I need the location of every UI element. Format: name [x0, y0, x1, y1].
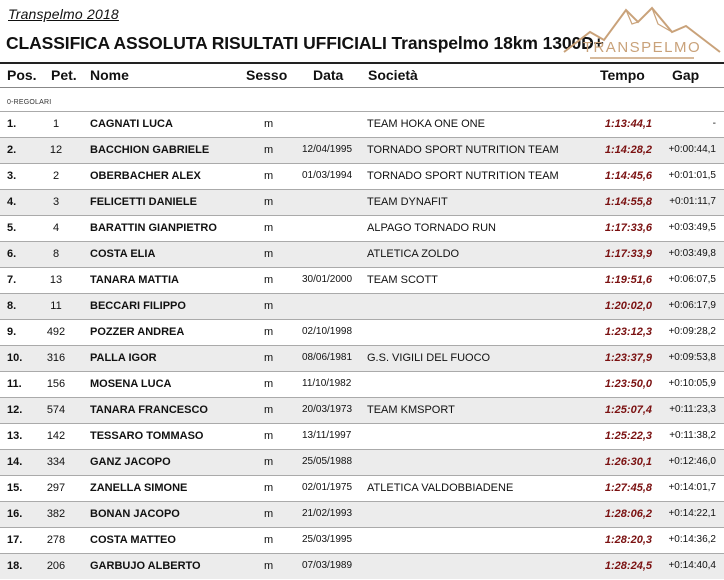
cell-time: 1:14:45,6 [604, 170, 652, 182]
cell-position: 7. [7, 274, 17, 286]
cell-position: 10. [7, 352, 23, 364]
cell-club: TORNADO SPORT NUTRITION TEAM [367, 170, 559, 182]
cell-time: 1:28:06,2 [604, 508, 652, 520]
cell-time: 1:14:28,2 [604, 144, 652, 156]
table-row [0, 163, 724, 189]
table-row [0, 189, 724, 215]
cell-gap: +0:12:46,0 [668, 456, 716, 467]
cell-birthdate: 01/03/1994 [302, 170, 353, 181]
cell-time: 1:26:30,1 [604, 456, 652, 468]
cell-birthdate: 21/02/1993 [302, 508, 353, 519]
cell-gap: +0:06:07,5 [668, 274, 716, 285]
cell-time: 1:25:07,4 [604, 404, 652, 416]
cell-name: PALLA IGOR [90, 352, 157, 364]
cell-birthdate: 25/05/1988 [302, 456, 353, 467]
cell-birthdate: 08/06/1981 [302, 352, 353, 363]
cell-bib: 156 [46, 378, 66, 390]
cell-gap: +0:10:05,9 [668, 378, 716, 389]
cell-name: POZZER ANDREA [90, 326, 185, 338]
cell-club: G.S. VIGILI DEL FUOCO [367, 352, 491, 364]
cell-bib: 206 [46, 560, 66, 572]
table-row [0, 345, 724, 371]
cell-position: 5. [7, 222, 17, 234]
category-label: 0-REGOLARI [7, 99, 52, 106]
header-pet: Pet. [51, 67, 77, 83]
cell-name: CAGNATI LUCA [90, 118, 173, 130]
cell-sex: m [264, 404, 274, 416]
header-societa: Società [368, 67, 418, 83]
cell-time: 1:13:44,1 [604, 118, 652, 130]
cell-sex: m [264, 222, 274, 234]
cell-sex: m [264, 196, 274, 208]
cell-position: 17. [7, 534, 23, 546]
header-pos: Pos. [7, 67, 37, 83]
cell-time: 1:14:55,8 [604, 196, 652, 208]
cell-name: ZANELLA SIMONE [90, 482, 188, 494]
cell-position: 12. [7, 404, 23, 416]
cell-time: 1:23:50,0 [604, 378, 652, 390]
cell-sex: m [264, 482, 274, 494]
cell-time: 1:17:33,9 [604, 248, 652, 260]
cell-sex: m [264, 248, 274, 260]
cell-name: COSTA ELIA [90, 248, 156, 260]
cell-club: TORNADO SPORT NUTRITION TEAM [367, 144, 559, 156]
cell-sex: m [264, 118, 274, 130]
cell-bib: 12 [49, 144, 63, 156]
cell-gap: - [712, 118, 716, 129]
cell-bib: 13 [49, 274, 63, 286]
cell-gap: +0:14:40,4 [668, 560, 716, 571]
cell-bib: 574 [46, 404, 66, 416]
cell-birthdate: 25/03/1995 [302, 534, 353, 545]
cell-position: 13. [7, 430, 23, 442]
cell-time: 1:25:22,3 [604, 430, 652, 442]
cell-gap: +0:01:11,7 [669, 196, 716, 207]
cell-sex: m [264, 300, 274, 312]
cell-time: 1:28:24,5 [604, 560, 652, 572]
cell-sex: m [264, 352, 274, 364]
cell-gap: +0:14:01,7 [668, 482, 716, 493]
cell-club: ATLETICA VALDOBBIADENE [367, 482, 514, 494]
cell-sex: m [264, 534, 274, 546]
cell-gap: +0:01:01,5 [668, 170, 716, 181]
cell-bib: 142 [46, 430, 66, 442]
table-row [0, 397, 724, 423]
cell-name: TESSARO TOMMASO [90, 430, 204, 442]
cell-bib: 11 [50, 300, 62, 312]
cell-time: 1:17:33,6 [604, 222, 652, 234]
cell-name: BONAN JACOPO [90, 508, 180, 520]
column-headers [0, 64, 724, 86]
cell-name: FELICETTI DANIELE [90, 196, 197, 208]
cell-club: TEAM HOKA ONE ONE [367, 118, 485, 130]
table-row [0, 241, 724, 267]
header-divider [0, 87, 724, 88]
cell-birthdate: 02/10/1998 [302, 326, 353, 337]
cell-sex: m [264, 326, 274, 338]
header-gap: Gap [672, 67, 700, 83]
header-sesso: Sesso [246, 67, 288, 83]
cell-name: OBERBACHER ALEX [90, 170, 201, 182]
transpelmo-logo [560, 2, 724, 68]
cell-birthdate: 12/04/1995 [302, 144, 353, 155]
cell-time: 1:23:12,3 [604, 326, 652, 338]
cell-bib: 278 [46, 534, 66, 546]
cell-bib: 316 [46, 352, 66, 364]
cell-position: 15. [7, 482, 23, 494]
cell-name: COSTA MATTEO [90, 534, 176, 546]
table-row [0, 111, 724, 137]
cell-birthdate: 13/11/1997 [302, 430, 352, 441]
cell-birthdate: 20/03/1973 [302, 404, 353, 415]
cell-gap: +0:03:49,5 [668, 222, 716, 233]
header-tempo: Tempo [600, 67, 645, 83]
table-row [0, 267, 724, 293]
cell-position: 1. [7, 118, 17, 130]
cell-sex: m [264, 508, 274, 520]
table-row [0, 449, 724, 475]
cell-gap: +0:09:53,8 [668, 352, 716, 363]
cell-bib: 297 [46, 482, 66, 494]
table-row [0, 501, 724, 527]
cell-gap: +0:03:49,8 [668, 248, 716, 259]
cell-sex: m [264, 274, 274, 286]
cell-time: 1:23:37,9 [604, 352, 652, 364]
cell-club: ATLETICA ZOLDO [367, 248, 460, 260]
cell-position: 18. [7, 560, 23, 572]
cell-bib: 2 [52, 170, 60, 182]
cell-bib: 3 [52, 196, 60, 208]
table-row [0, 137, 724, 163]
cell-name: BARATTIN GIANPIETRO [90, 222, 217, 234]
cell-bib: 492 [46, 326, 66, 338]
cell-sex: m [264, 378, 274, 390]
table-row [0, 371, 724, 397]
cell-sex: m [264, 456, 274, 468]
table-row [0, 475, 724, 501]
cell-time: 1:19:51,6 [604, 274, 652, 286]
cell-club: TEAM KMSPORT [367, 404, 455, 416]
cell-club: ALPAGO TORNADO RUN [367, 222, 496, 234]
cell-club: TEAM SCOTT [367, 274, 438, 286]
cell-name: MOSENA LUCA [90, 378, 172, 390]
cell-position: 2. [7, 144, 17, 156]
logo-text: TRANSPELMO [582, 39, 702, 56]
cell-position: 11. [7, 378, 22, 390]
table-row [0, 293, 724, 319]
page-title: CLASSIFICA ASSOLUTA RISULTATI UFFICIALI Transpelmo 18km 1300D+ [6, 33, 604, 53]
cell-name: BECCARI FILIPPO [90, 300, 186, 312]
header-nome: Nome [90, 67, 129, 83]
cell-name: GANZ JACOPO [90, 456, 171, 468]
cell-birthdate: 02/01/1975 [302, 482, 353, 493]
table-row [0, 527, 724, 553]
cell-sex: m [264, 170, 274, 182]
results-table [0, 111, 724, 579]
cell-position: 8. [7, 300, 17, 312]
cell-bib: 8 [52, 248, 60, 260]
cell-position: 9. [7, 326, 17, 338]
cell-bib: 334 [46, 456, 66, 468]
cell-birthdate: 30/01/2000 [302, 274, 353, 285]
cell-name: BACCHION GABRIELE [90, 144, 210, 156]
table-row [0, 423, 724, 449]
cell-name: TANARA MATTIA [90, 274, 179, 286]
header-data: Data [313, 67, 344, 83]
cell-bib: 382 [46, 508, 66, 520]
cell-gap: +0:09:28,2 [668, 326, 716, 337]
cell-position: 6. [7, 248, 17, 260]
cell-gap: +0:14:36,2 [668, 534, 716, 545]
table-row [0, 553, 724, 579]
cell-sex: m [264, 560, 274, 572]
cell-club: TEAM DYNAFIT [367, 196, 448, 208]
cell-name: GARBUJO ALBERTO [90, 560, 201, 572]
cell-birthdate: 11/10/1982 [302, 378, 352, 389]
cell-gap: +0:06:17,9 [668, 300, 716, 311]
table-row [0, 319, 724, 345]
cell-position: 4. [7, 196, 17, 208]
cell-bib: 4 [52, 222, 60, 234]
cell-time: 1:28:20,3 [604, 534, 652, 546]
cell-position: 16. [7, 508, 23, 520]
event-name: Transpelmo 2018 [8, 6, 119, 22]
cell-sex: m [264, 430, 274, 442]
cell-sex: m [264, 144, 274, 156]
cell-time: 1:27:45,8 [604, 482, 652, 494]
table-row [0, 215, 724, 241]
cell-time: 1:20:02,0 [604, 300, 652, 312]
cell-gap: +0:11:38,2 [669, 430, 716, 441]
cell-gap: +0:00:44,1 [668, 144, 716, 155]
cell-birthdate: 07/03/1989 [302, 560, 353, 571]
cell-name: TANARA FRANCESCO [90, 404, 208, 416]
mountain-logo-icon [560, 2, 724, 68]
cell-gap: +0:14:22,1 [668, 508, 716, 519]
cell-gap: +0:11:23,3 [669, 404, 716, 415]
cell-position: 14. [7, 456, 23, 468]
cell-bib: 1 [52, 118, 60, 130]
cell-position: 3. [7, 170, 17, 182]
